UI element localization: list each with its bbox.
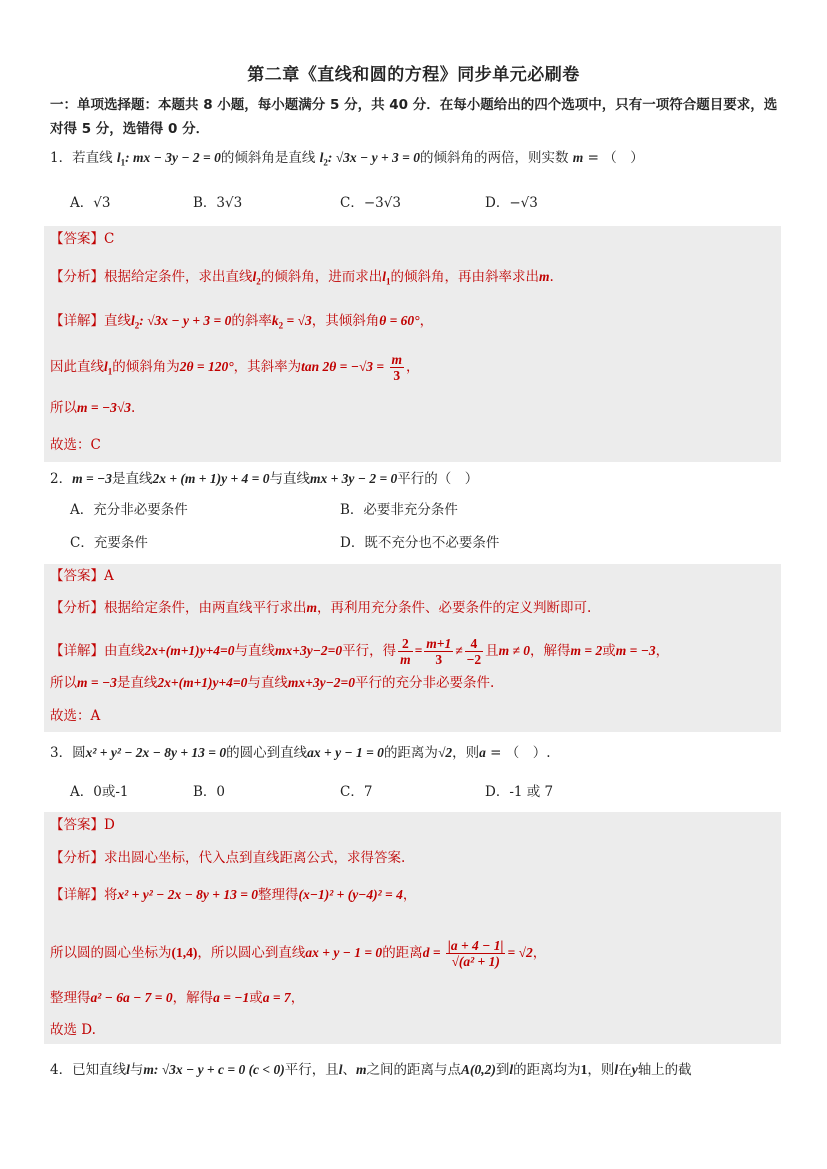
- section-intro: 一：单项选择题：本题共 8 小题，每小题满分 5 分，共 40 分．在每小题给出的四个选项中，只有一项符合题目要求，选对得 5 分，选错得 0 分．: [50, 97, 778, 137]
- q2-detail-line2: 所以m = −3是直线2x+(m+1)y+4=0与直线mx+3y−2=0平行的充分非必要条件.: [50, 675, 495, 691]
- q3-option-d: D．-1 或 7: [485, 784, 554, 800]
- q3-detail-line2: 所以圆的圆心坐标为(1,4)，所以圆心到直线ax + y − 1 = 0的距离d = $\frac{|a + 4 - 1|}{\text{√(a² + 1)}}$ = √2，: [50, 938, 547, 969]
- q2-analysis: 【分析】根据给定条件，由两直线平行求出m，再利用充分条件、必要条件的定义判断即可.: [50, 600, 592, 616]
- q3-analysis: 【分析】求出圆心坐标，代入点到直线距离公式，求得答案.: [50, 850, 406, 866]
- q3-detail-line3: 整理得a² − 6a − 7 = 0，解得a = −1或a = 7，: [50, 990, 305, 1006]
- q1-answer: 【答案】C: [50, 231, 115, 247]
- q2-answer: 【答案】A: [50, 568, 114, 584]
- question-3: 3．圆x² + y² − 2x − 8y + 13 = 0的圆心到直线ax + y − 1 = 0的距离为√2，则a = （ ）.: [50, 745, 551, 761]
- q2-option-b: B．必要非充分条件: [340, 502, 458, 518]
- q1-analysis: 【分析】根据给定条件，求出直线$l_2$的倾斜角，进而求出$l_1$的倾斜角，再由斜率求出m.: [50, 269, 554, 287]
- q3-option-a: A．0或-1: [70, 784, 129, 800]
- q3-detail-line1: 【详解】将x² + y² − 2x − 8y + 13 = 0整理得(x−1)² + (y−4)² = 4，: [50, 887, 417, 903]
- q1-detail-line2: 因此直线$l_1$的倾斜角为2θ = 120°，其斜率为tan 2θ = −√3 = $\frac{m}{3}$ ，: [50, 352, 420, 383]
- page-title: 第二章《直线和圆的方程》同步单元必刷卷: [247, 65, 580, 85]
- question-2: 2．m = −3是直线2x + (m + 1)y + 4 = 0与直线mx + 3y − 2 = 0平行的（ ）: [50, 471, 479, 487]
- q3-option-c: C．7: [340, 784, 373, 800]
- q2-option-a: A．充分非必要条件: [70, 502, 188, 518]
- q1-detail-line3: 所以m = −3√3.: [50, 400, 136, 416]
- q2-option-c: C．充要条件: [70, 535, 148, 551]
- q3-option-b: B．0: [193, 784, 226, 800]
- q1-option-d: D．−√3: [485, 195, 538, 211]
- q2-option-d: D．既不充分也不必要条件: [340, 535, 500, 551]
- q3-solution-box: [44, 812, 781, 1044]
- question-1: 1．若直线 $l_1$: mx − 3y − 2 = 0的倾斜角是直线 $l_2$: √3x − y + 3 = 0的倾斜角的两倍，则实数 m = （ ）: [50, 150, 644, 168]
- q1-option-a: A．√3: [70, 195, 111, 211]
- q1-solution-box: [44, 226, 781, 462]
- q1-choose: 故选：C: [50, 437, 101, 453]
- q1-option-b: B．3√3: [193, 195, 243, 211]
- q3-choose: 故选 D.: [50, 1022, 96, 1038]
- q1-option-c: C．−3√3: [340, 195, 401, 211]
- q2-choose: 故选：A: [50, 708, 101, 724]
- question-4: 4．已知直线l与m: √3x − y + c = 0 (c < 0)平行，且l、m之间的距离与点A(0,2)到l的距离均为1，则l在y轴上的截: [50, 1062, 692, 1078]
- q1-detail-line1: 【详解】直线$l_2$: √3x − y + 3 = 0的斜率$k_2 = √3$，其倾斜角θ = 60°，: [50, 313, 434, 331]
- q2-detail-line1: 【详解】由直线2x+(m+1)y+4=0与直线mx+3y−2=0平行，得 $\frac{2}{m}$ = $\frac{m+1}{3}$ ≠ $\frac{4}{-2}$ 且m ≠ 0，解得m = 2或m = −3，: [50, 636, 670, 667]
- q3-answer: 【答案】D: [50, 817, 115, 833]
